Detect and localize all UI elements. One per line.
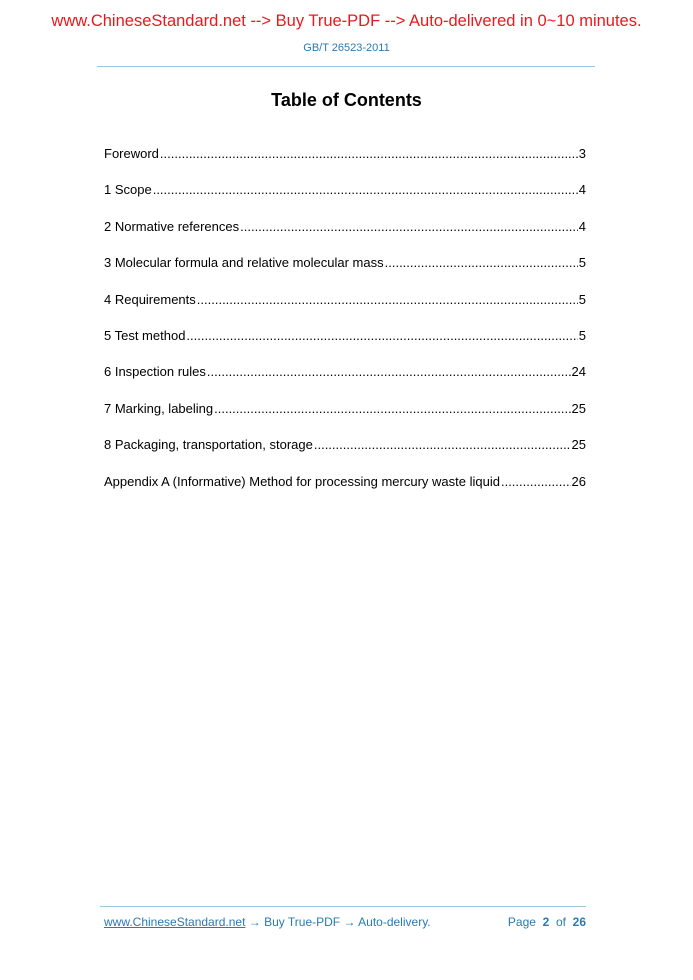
toc-leader-dots (207, 363, 571, 381)
footer (104, 915, 586, 929)
page-current: 2 (542, 915, 550, 929)
footer-delivery-text: Auto-delivery. (358, 915, 431, 929)
toc-entry-label: 2 Normative references (104, 218, 240, 234)
toc-entry[interactable] (104, 400, 586, 436)
top-banner[interactable]: www.ChineseStandard.net --> Buy True-PDF --> Auto-delivered in 0~10 minutes. (51, 12, 642, 30)
toc-entry-label: 3 Molecular formula and relative molecular mass (104, 255, 384, 271)
table-of-contents (104, 145, 586, 509)
footer-left (104, 915, 431, 929)
toc-entry-label: 6 Inspection rules (104, 364, 206, 380)
toc-entry-label: 5 Test method (104, 327, 186, 343)
arrow-icon: → (343, 915, 356, 929)
toc-entry[interactable] (104, 436, 586, 472)
toc-entry-page: 4 (578, 182, 586, 198)
toc-entry[interactable] (104, 327, 586, 363)
toc-entry-label: 1 Scope (104, 182, 152, 198)
toc-leader-dots (314, 436, 571, 454)
toc-leader-dots (240, 218, 578, 236)
toc-entry-page: 5 (578, 291, 586, 307)
header-divider (97, 66, 595, 67)
standard-number: GB/T 26523-2011 (303, 42, 390, 54)
toc-leader-dots (160, 145, 578, 163)
toc-leader-dots (186, 327, 577, 345)
toc-entry-page: 3 (578, 146, 586, 161)
toc-leader-dots (385, 254, 578, 272)
arrow-icon: → (248, 915, 261, 929)
toc-entry-label: 7 Marking, labeling (104, 400, 214, 416)
toc-entry-page: 4 (578, 218, 586, 234)
toc-entry-page: 26 (571, 473, 586, 489)
page-word: Page (507, 915, 536, 929)
toc-leader-dots (197, 291, 578, 309)
page-total: 26 (572, 915, 586, 929)
toc-entry-page: 5 (578, 327, 586, 343)
toc-entry-page: 24 (571, 364, 586, 380)
toc-entry-page: 25 (571, 400, 586, 416)
footer-divider (100, 906, 586, 907)
toc-entry-label: Appendix A (Informative) Method for processing mercury waste liquid (104, 473, 500, 489)
toc-leader-dots (153, 181, 578, 199)
toc-entry[interactable] (104, 363, 586, 399)
toc-entry-page: 25 (571, 437, 586, 453)
of-word: of (555, 915, 566, 929)
footer-site-link[interactable]: www.ChineseStandard.net (104, 915, 246, 929)
toc-leader-dots (214, 400, 570, 418)
footer-buy-text: Buy True-PDF (264, 915, 341, 929)
toc-entry[interactable] (104, 473, 586, 509)
page-title: Table of Contents (271, 90, 422, 110)
toc-entry[interactable] (104, 218, 586, 254)
toc-entry[interactable] (104, 291, 586, 327)
page-indicator (508, 915, 586, 929)
toc-entry[interactable] (104, 181, 586, 217)
toc-entry[interactable] (104, 254, 586, 290)
toc-entry-label: 4 Requirements (104, 291, 196, 307)
toc-entry-label: Foreword (104, 146, 159, 161)
toc-entry-page: 5 (578, 255, 586, 271)
toc-leader-dots (501, 473, 571, 491)
toc-entry[interactable] (104, 145, 586, 181)
toc-entry-label: 8 Packaging, transportation, storage (104, 437, 313, 453)
